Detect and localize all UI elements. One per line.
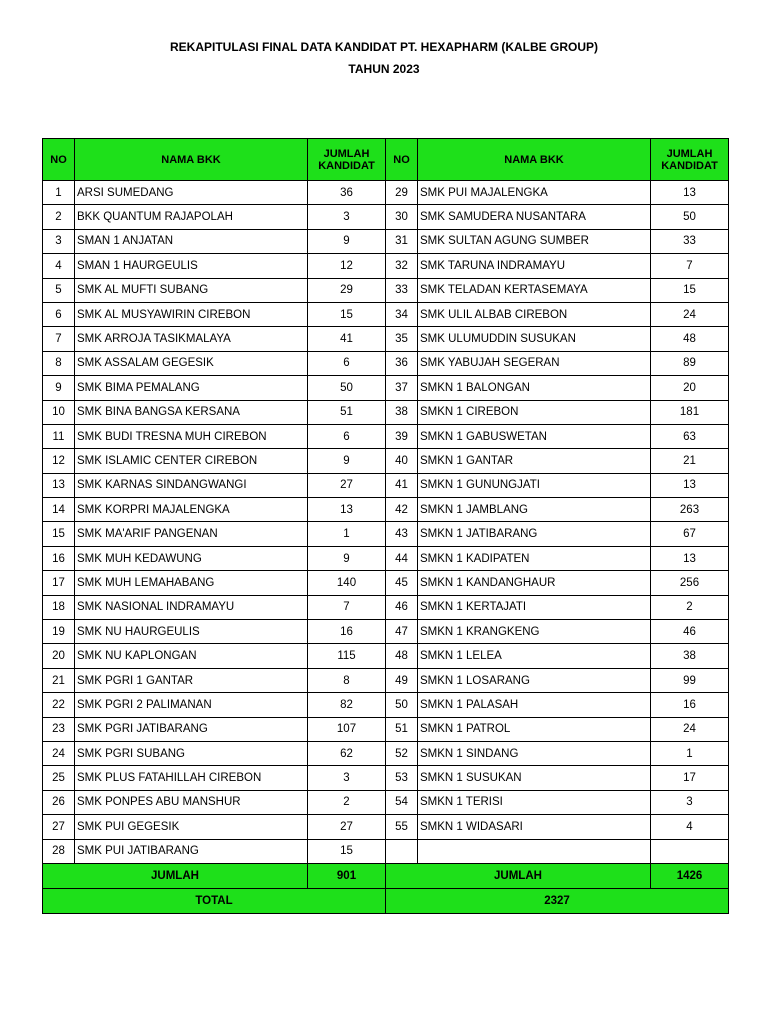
table-row: [43, 815, 729, 839]
row-count-right: 1: [651, 741, 729, 765]
row-name-right: SMK ULIL ALBAB CIREBON: [418, 302, 651, 326]
table-row: [43, 522, 729, 546]
row-no-left: 15: [43, 522, 75, 546]
row-count-right: 15: [651, 278, 729, 302]
row-name-right: SMK YABUJAH SEGERAN: [418, 351, 651, 375]
document-title: REKAPITULASI FINAL DATA KANDIDAT PT. HEXAPHARM (KALBE GROUP): [170, 40, 598, 54]
row-name-left: SMK AL MUFTI SUBANG: [75, 278, 308, 302]
row-name-left: SMK AL MUSYAWIRIN CIREBON: [75, 302, 308, 326]
row-no-right: 55: [386, 815, 418, 839]
row-name-right: SMKN 1 KANDANGHAUR: [418, 571, 651, 595]
row-count-right: [651, 839, 729, 863]
row-no-left: 28: [43, 839, 75, 863]
row-no-left: 8: [43, 351, 75, 375]
row-count-right: 256: [651, 571, 729, 595]
table-row: [43, 620, 729, 644]
row-count-right: 13: [651, 546, 729, 570]
row-name-left: SMK PLUS FATAHILLAH CIREBON: [75, 766, 308, 790]
row-name-right: SMKN 1 CIREBON: [418, 400, 651, 424]
row-count-right: 17: [651, 766, 729, 790]
row-no-right: 34: [386, 302, 418, 326]
row-no-left: 10: [43, 400, 75, 424]
table-row: [43, 839, 729, 863]
row-count-left: 12: [308, 254, 386, 278]
table-row: [43, 644, 729, 668]
row-name-right: SMK TARUNA INDRAMAYU: [418, 254, 651, 278]
row-name-right: SMKN 1 BALONGAN: [418, 376, 651, 400]
row-count-left: 82: [308, 693, 386, 717]
right-sum-value: 1426: [651, 863, 729, 888]
table-row: [43, 668, 729, 692]
table-row: [43, 254, 729, 278]
row-count-left: 3: [308, 205, 386, 229]
row-count-left: 2: [308, 790, 386, 814]
row-no-right: 37: [386, 376, 418, 400]
table-row: [43, 546, 729, 570]
header-count-left: JUMLAH KANDIDAT: [308, 139, 386, 181]
row-name-left: SMAN 1 HAURGEULIS: [75, 254, 308, 278]
row-count-right: 181: [651, 400, 729, 424]
row-name-left: SMK BIMA PEMALANG: [75, 376, 308, 400]
table-row: [43, 595, 729, 619]
row-no-left: 12: [43, 449, 75, 473]
row-no-right: 40: [386, 449, 418, 473]
table-row: [43, 498, 729, 522]
row-name-right: SMKN 1 KADIPATEN: [418, 546, 651, 570]
row-no-left: 11: [43, 424, 75, 448]
row-count-left: 15: [308, 302, 386, 326]
row-count-left: 41: [308, 327, 386, 351]
row-no-left: 24: [43, 741, 75, 765]
row-count-left: 9: [308, 449, 386, 473]
row-name-right: SMKN 1 GANTAR: [418, 449, 651, 473]
row-no-right: 54: [386, 790, 418, 814]
row-no-left: 26: [43, 790, 75, 814]
left-sum-value: 901: [308, 863, 386, 888]
header-no-left: NO: [43, 139, 75, 181]
row-count-right: 263: [651, 498, 729, 522]
row-count-right: 63: [651, 424, 729, 448]
row-count-right: 33: [651, 229, 729, 253]
row-count-right: 67: [651, 522, 729, 546]
row-count-left: 140: [308, 571, 386, 595]
sum-row: [43, 863, 729, 888]
table-row: [43, 376, 729, 400]
row-count-right: 13: [651, 473, 729, 497]
row-name-right: SMKN 1 PALASAH: [418, 693, 651, 717]
row-count-left: 29: [308, 278, 386, 302]
candidate-recap-table: [42, 138, 729, 914]
row-no-right: 49: [386, 668, 418, 692]
row-no-left: 6: [43, 302, 75, 326]
row-name-left: SMK ISLAMIC CENTER CIREBON: [75, 449, 308, 473]
row-count-right: 38: [651, 644, 729, 668]
row-name-right: SMKN 1 WIDASARI: [418, 815, 651, 839]
row-no-left: 16: [43, 546, 75, 570]
row-name-right: SMK SAMUDERA NUSANTARA: [418, 205, 651, 229]
table-row: [43, 693, 729, 717]
row-no-right: 45: [386, 571, 418, 595]
row-no-right: 46: [386, 595, 418, 619]
table-row: [43, 766, 729, 790]
row-no-right: [386, 839, 418, 863]
row-no-left: 27: [43, 815, 75, 839]
row-no-right: 51: [386, 717, 418, 741]
row-no-right: 38: [386, 400, 418, 424]
row-no-right: 30: [386, 205, 418, 229]
row-name-right: SMKN 1 JATIBARANG: [418, 522, 651, 546]
row-no-left: 25: [43, 766, 75, 790]
row-name-right: SMKN 1 KERTAJATI: [418, 595, 651, 619]
row-name-left: SMK PGRI SUBANG: [75, 741, 308, 765]
row-count-right: 20: [651, 376, 729, 400]
row-count-left: 27: [308, 815, 386, 839]
row-no-left: 2: [43, 205, 75, 229]
row-count-right: 48: [651, 327, 729, 351]
row-name-left: SMK PGRI 2 PALIMANAN: [75, 693, 308, 717]
table-row: [43, 473, 729, 497]
row-count-right: 24: [651, 717, 729, 741]
row-count-left: 50: [308, 376, 386, 400]
row-count-left: 51: [308, 400, 386, 424]
header-name-right: NAMA BKK: [418, 139, 651, 181]
row-count-left: 6: [308, 351, 386, 375]
row-name-right: SMKN 1 JAMBLANG: [418, 498, 651, 522]
row-no-right: 52: [386, 741, 418, 765]
row-no-right: 48: [386, 644, 418, 668]
table-row: [43, 790, 729, 814]
row-no-right: 41: [386, 473, 418, 497]
header-name-left: NAMA BKK: [75, 139, 308, 181]
row-count-left: 9: [308, 229, 386, 253]
row-name-left: SMK MUH KEDAWUNG: [75, 546, 308, 570]
row-count-left: 6: [308, 424, 386, 448]
row-count-left: 16: [308, 620, 386, 644]
row-no-right: 50: [386, 693, 418, 717]
row-name-right: SMKN 1 TERISI: [418, 790, 651, 814]
row-name-right: SMKN 1 PATROL: [418, 717, 651, 741]
row-count-right: 24: [651, 302, 729, 326]
row-name-left: SMK MA'ARIF PANGENAN: [75, 522, 308, 546]
table-header-row: [43, 139, 729, 181]
total-value: 2327: [386, 888, 729, 913]
row-no-left: 22: [43, 693, 75, 717]
row-count-left: 115: [308, 644, 386, 668]
row-no-right: 53: [386, 766, 418, 790]
row-name-left: SMK PGRI JATIBARANG: [75, 717, 308, 741]
row-name-right: SMKN 1 LELEA: [418, 644, 651, 668]
row-no-right: 39: [386, 424, 418, 448]
row-name-right: SMKN 1 SINDANG: [418, 741, 651, 765]
row-no-right: 44: [386, 546, 418, 570]
row-no-right: 47: [386, 620, 418, 644]
row-no-left: 3: [43, 229, 75, 253]
row-count-right: 4: [651, 815, 729, 839]
total-label: TOTAL: [43, 888, 386, 913]
row-no-left: 7: [43, 327, 75, 351]
right-sum-label: JUMLAH: [386, 863, 651, 888]
row-no-right: 43: [386, 522, 418, 546]
row-count-left: 8: [308, 668, 386, 692]
row-no-left: 4: [43, 254, 75, 278]
row-name-left: SMK ARROJA TASIKMALAYA: [75, 327, 308, 351]
row-no-right: 32: [386, 254, 418, 278]
row-name-left: SMK KORPRI MAJALENGKA: [75, 498, 308, 522]
row-name-left: SMK NASIONAL INDRAMAYU: [75, 595, 308, 619]
table-body: [43, 181, 729, 864]
table-row: [43, 424, 729, 448]
document-year: TAHUN 2023: [348, 62, 420, 76]
row-count-right: 16: [651, 693, 729, 717]
row-name-left: SMK PGRI 1 GANTAR: [75, 668, 308, 692]
row-count-right: 13: [651, 181, 729, 205]
row-name-right: SMK ULUMUDDIN SUSUKAN: [418, 327, 651, 351]
table-row: [43, 449, 729, 473]
table-row: [43, 571, 729, 595]
row-name-left: SMK MUH LEMAHABANG: [75, 571, 308, 595]
row-no-left: 13: [43, 473, 75, 497]
row-name-right: SMKN 1 GABUSWETAN: [418, 424, 651, 448]
row-no-left: 17: [43, 571, 75, 595]
row-no-right: 29: [386, 181, 418, 205]
row-count-right: 3: [651, 790, 729, 814]
row-no-left: 20: [43, 644, 75, 668]
row-name-right: SMKN 1 SUSUKAN: [418, 766, 651, 790]
row-name-right: SMK PUI MAJALENGKA: [418, 181, 651, 205]
row-name-left: SMK PONPES ABU MANSHUR: [75, 790, 308, 814]
row-count-left: 27: [308, 473, 386, 497]
table-row: [43, 229, 729, 253]
table-row: [43, 302, 729, 326]
row-count-right: 99: [651, 668, 729, 692]
left-sum-label: JUMLAH: [43, 863, 308, 888]
row-count-right: 89: [651, 351, 729, 375]
row-name-left: SMK KARNAS SINDANGWANGI: [75, 473, 308, 497]
table-row: [43, 351, 729, 375]
row-no-right: 36: [386, 351, 418, 375]
row-count-left: 13: [308, 498, 386, 522]
row-count-left: 107: [308, 717, 386, 741]
table-row: [43, 327, 729, 351]
row-no-left: 21: [43, 668, 75, 692]
table-row: [43, 717, 729, 741]
row-name-right: SMKN 1 LOSARANG: [418, 668, 651, 692]
row-name-right: SMKN 1 KRANGKENG: [418, 620, 651, 644]
header-count-right: JUMLAH KANDIDAT: [651, 139, 729, 181]
row-name-right: [418, 839, 651, 863]
row-no-right: 42: [386, 498, 418, 522]
header-no-right: NO: [386, 139, 418, 181]
row-count-left: 1: [308, 522, 386, 546]
row-no-right: 33: [386, 278, 418, 302]
row-name-left: SMAN 1 ANJATAN: [75, 229, 308, 253]
table-row: [43, 741, 729, 765]
row-no-left: 9: [43, 376, 75, 400]
table-row: [43, 400, 729, 424]
row-count-left: 9: [308, 546, 386, 570]
row-no-left: 23: [43, 717, 75, 741]
row-name-left: SMK NU HAURGEULIS: [75, 620, 308, 644]
row-no-left: 18: [43, 595, 75, 619]
row-count-left: 3: [308, 766, 386, 790]
row-name-left: SMK BINA BANGSA KERSANA: [75, 400, 308, 424]
row-no-right: 31: [386, 229, 418, 253]
row-no-left: 1: [43, 181, 75, 205]
row-name-left: SMK BUDI TRESNA MUH CIREBON: [75, 424, 308, 448]
row-name-left: SMK PUI JATIBARANG: [75, 839, 308, 863]
row-count-right: 7: [651, 254, 729, 278]
row-count-right: 2: [651, 595, 729, 619]
row-name-right: SMK TELADAN KERTASEMAYA: [418, 278, 651, 302]
row-name-right: SMK SULTAN AGUNG SUMBER: [418, 229, 651, 253]
row-count-right: 21: [651, 449, 729, 473]
row-count-left: 62: [308, 741, 386, 765]
row-name-left: SMK PUI GEGESIK: [75, 815, 308, 839]
total-row: [43, 888, 729, 913]
row-name-left: ARSI SUMEDANG: [75, 181, 308, 205]
row-no-left: 14: [43, 498, 75, 522]
table-row: [43, 205, 729, 229]
row-name-left: SMK ASSALAM GEGESIK: [75, 351, 308, 375]
row-name-left: SMK NU KAPLONGAN: [75, 644, 308, 668]
row-count-left: 15: [308, 839, 386, 863]
row-count-right: 50: [651, 205, 729, 229]
table-row: [43, 181, 729, 205]
row-count-left: 36: [308, 181, 386, 205]
row-name-left: BKK QUANTUM RAJAPOLAH: [75, 205, 308, 229]
table-row: [43, 278, 729, 302]
row-count-right: 46: [651, 620, 729, 644]
row-no-left: 5: [43, 278, 75, 302]
row-no-left: 19: [43, 620, 75, 644]
row-count-left: 7: [308, 595, 386, 619]
row-name-right: SMKN 1 GUNUNGJATI: [418, 473, 651, 497]
row-no-right: 35: [386, 327, 418, 351]
